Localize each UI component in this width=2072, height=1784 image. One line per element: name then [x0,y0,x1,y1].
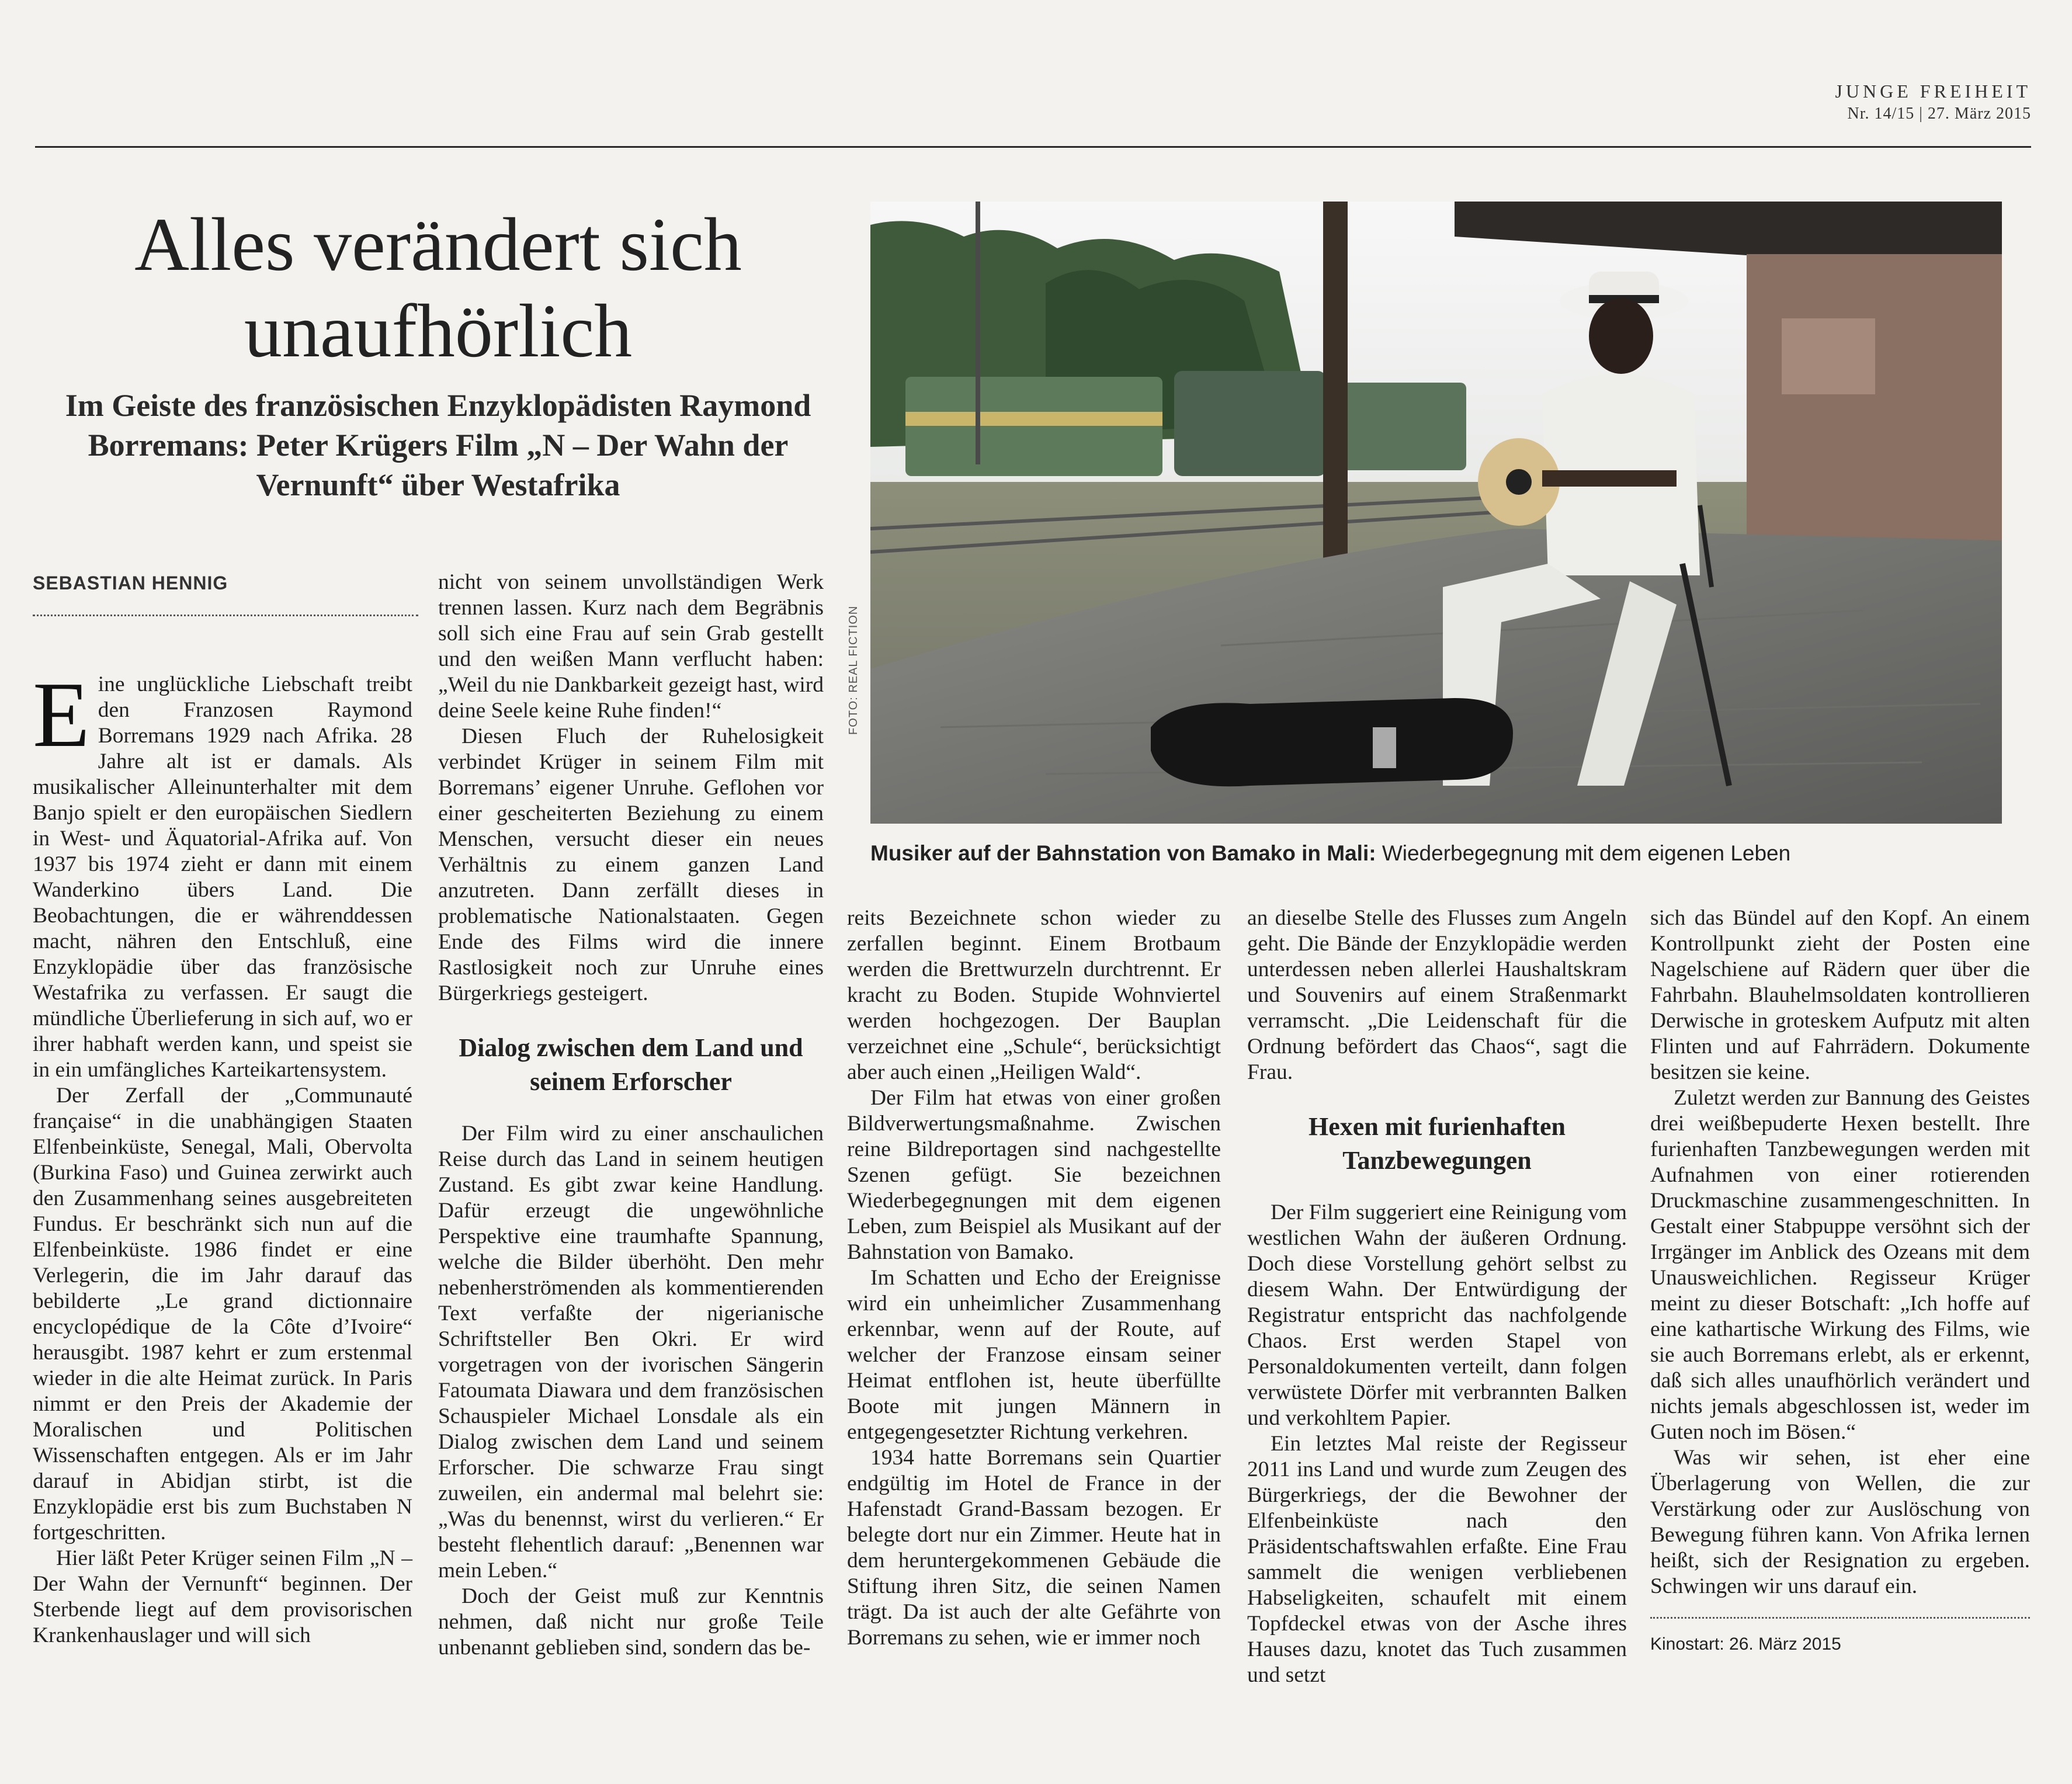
paragraph: Der Zerfall der „Communauté française“ in die unabhängigen Staaten Elfenbeinküste, Senegal, Mali, Obervolta (Burkina Faso) und Guinea zerwirkt auch den Zusammenhang seines ausgebreiteten Fundus. Er beschränkt sich nun auf die Elfenbeinküste. 1986 findet er eine Verlegerin, die im Jahr darauf das bebilderte „Le grand dictionnaire encyclopédique de la Côte d’Ivoire“ herausgibt. 1987 kehrt er zum erstenmal wieder in die alte Heimat zurück. In Paris nimmt er den Preis der Akademie der Moralischen und Politischen Wissenschaften entgegen. Als er im Jahr darauf in Abidjan stirbt, ist die Enzyklopädie erst bis zum Buchstaben N fortgeschritten. [33,1084,412,1544]
article-deck: Im Geiste des französischen Enzyklopädisten Raymond Borremans: Peter Krügers Film „N – Der Wahn der Vernunft“ über Westafrika [65,388,811,503]
paragraph: Hier läßt Peter Krüger seinen Film „N – Der Wahn der Vernunft“ beginnen. Der Sterbende liegt auf dem provisorischen Krankenhauslager und will sich [33,1546,412,1647]
article-photo [870,202,2002,824]
caption-text: Wiederbegegnung mit dem eigenen Leben [1376,841,1791,865]
paragraph: sich das Bündel auf den Kopf. An einem Kontrollpunkt zieht der Posten eine Nagelschiene auf Rädern quer über die Fahrbahn. Blauhelmsoldaten kontrollieren Derwische in groteskem Aufputz mit alten Flinten und auf Fahrrädern. Dokumente besitzen sie keine. [1650,906,2030,1084]
photo-caption [870,841,2002,866]
paragraph: Doch der Geist muß zur Kenntnis nehmen, daß nicht nur große Teile unbenannt geblieben sind, sondern das be- [438,1584,824,1660]
paragraph: Der Film wird zu einer anschaulichen Reise durch das Land in seinem heutigen Zustand. Es gibt zwar keine Handlung. Dafür erzeugt die ungewöhnliche Perspektive eine traumhafte Spannung, welche die Bilder überhöht. Den mehr nebenherströmenden als kommentierenden Text verfaßte der nigerianische Schriftsteller Ben Okri. Er wird vorgetragen von der ivorischen Sängerin Fatoumata Diawara und dem französischen Schauspieler Michael Lonsdale als ein Dialog zwischen dem Land und seinem Erforscher. Die schwarze Frau singt zuweilen, ein andermal mal belehrt sie: „Was du benennst, wirst du verlieren.“ Er besteht flehentlich darauf: „Benennen war mein Leben.“ [438,1122,824,1582]
issue-date: Nr. 14/15 | 27. März 2015 [1847,105,2031,123]
drop-cap: E [33,662,90,766]
paragraph: Diesen Fluch der Ruhelosigkeit verbindet Krüger in seinem Film mit Borremans’ eigener Unruhe. Geflohen vor einer gescheiterten Beziehung zu einem Menschen, versucht dieser ein neues Verhältnis zu einem ganzen Land anzutreten. Dann zerfällt dieses in problematische Nationalstaaten. Gegen Ende des Films wird die innere Rastlosigkeit noch zur Unruhe eines Bürgerkriegs gesteigert. [438,724,824,1005]
release-date-note: Kinostart: 26. März 2015 [1650,1617,2030,1657]
subheading: Hexen mit furienhaften Tanzbewegungen [1309,1112,1566,1175]
paragraph: reits Bezeichnete schon wieder zu zerfallen beginnt. Einem Brotbaum werden die Brettwurzeln durchtrennt. Er kracht zu Boden. Stupide Wohnviertel werden hochgezogen. Der Bauplan verzeichnet eine „Schule“, berücksichtigt aber auch einen „Heiligen Wald“. [847,906,1221,1084]
header-rule [35,146,2031,148]
paragraph: Was wir sehen, ist eher eine Überlagerung von Wellen, die zur Verstärkung oder zur Auslöschung von Bewegung führen kann. Von Afrika lernen heißt, sich der Resignation zu ergeben. Schwingen wir uns darauf ein. [1650,1446,2030,1598]
photo-illustration [870,202,2002,824]
paragraph: nicht von seinem unvollständigen Werk trennen lassen. Kurz nach dem Begräbnis soll sich eine Frau auf sein Grab gestellt und den weißen Mann verflucht haben: „Weil du nie Dankbarkeit gezeigt hast, wird deine Seele keine Ruhe finden!“ [438,570,824,723]
paragraph: Ein letztes Mal reiste der Regisseur 2011 ins Land und wurde zum Zeugen des Bürgerkriegs, der die Bewohner der Elfenbeinküste nach den Präsidentschaftswahlen erfaßte. Eine Frau sammelt die wenigen verbliebenen Habseligkeiten, schaufelt mit einem Topfdeckel etwas von der Asche ihres Hauses dazu, knotet das Tuch zusammen und setzt [1247,1432,1627,1687]
paragraph: Zuletzt werden zur Bannung des Geistes drei weißbepuderte Hexen bestellt. Ihre furienhaften Tanzbewegungen werden mit Aufnahmen von einer rotierenden Druckmaschine zusammengeschnitten. In Gestalt einer Stabpuppe versöhnt sich der Irrgänger im Anblick des Ozeans mit dem Unausweichlichen. Regisseur Krüger meint zu dieser Botschaft: „Ich hoffe auf eine kathartische Wirkung des Films, wie sie auch Borremans erlebt, als er erkennt, daß sich alles unaufhörlich verändert und nichts jemals abgeschlossen ist, weder im Guten noch im Bösen.“ [1650,1086,2030,1444]
column-1 [33,662,412,1648]
byline-rule [33,615,418,616]
subheading: Dialog zwischen dem Land und seinem Erforscher [459,1033,803,1096]
paragraph: Der Film hat etwas von einer großen Bildverwertungsmaßnahme. Zwischen reine Bildreportagen sind nachgestellte Szenen gefügt. Sie bezeichnen Wiederbegegnungen mit dem eigenen Leben, zum Beispiel als Musikant auf der Bahnstation von Bamako. [847,1086,1221,1264]
paragraph-text: ine unglückliche Liebschaft treibt den Franzosen Raymond Borremans 1929 nach Afrika. 28 Jahre alt ist er damals. Als musikalischer Alleinunterhalter mit dem Banjo spielt er den europäischen Siedlern in West- und Äquatorial-Afrika auf. Von 1937 bis 1974 zieht er dann mit einem Wanderkino übers Land. Die Beobachtungen, die er währenddessen macht, nähren den Entschluß, eine Enzyklopädie über das französische Westafrika zu verfassen. Er saugt die mündliche Überlieferung in sich auf, wo er ihrer habhaft werden kann, und speist sie in ein umfängliches Karteikartensystem. [33,672,412,1082]
caption-lead: Musiker auf der Bahnstation von Bamako in Mali: [870,841,1376,865]
paragraph: 1934 hatte Borremans sein Quartier endgültig im Hotel de France in der Hafenstadt Grand-Bassam bezogen. Er belegte dort nur ein Zimmer. Heute hat in dem heruntergekommenen Gebäude die Stiftung ihren Sitz, die seinen Namen trägt. Da ist auch der alte Gefährte von Borremans zu sehen, wie er immer noch [847,1446,1221,1650]
masthead [1835,81,2031,123]
article-headline: Alles verändert sich unaufhörlich [134,203,742,374]
paragraph: Im Schatten und Echo der Ereignisse wird ein unheimlicher Zusammenhang erkennbar, wenn auf der Route, auf welcher der Franzose einsam seiner Heimat entflohen ist, heute überfüllte Boote mit jungen Männern in entgegengesetzter Richtung verkehren. [847,1266,1221,1444]
paragraph: an dieselbe Stelle des Flusses zum Angeln geht. Die Bände der Enzyklopädie werden unterdessen neben allerlei Haushaltskram und Souvenirs auf einem Straßenmarkt verramscht. „Die Leidenschaft für die Ordnung befördert das Chaos“, sagt die Frau. [1247,906,1627,1084]
paragraph [33,662,412,1083]
column-5 [1650,905,2030,1657]
column-3 [847,905,1221,1651]
newspaper-name: JUNGE FREIHEIT [1835,81,2031,102]
paragraph: Der Film suggeriert eine Reinigung vom westlichen Wahn der äußeren Ordnung. Doch diese Vorstellung gehört selbst zu diesem Wahn. Der Entwürdigung der Registratur entspricht das nachfolgende Chaos. Erst werden Stapel von Personaldokumenten verteilt, dann folgen verwüstete Dörfer mit verbrannten Balken und verkohltem Papier. [1247,1200,1627,1430]
byline: SEBASTIAN HENNIG [33,572,228,593]
column-2 [438,570,824,1661]
photo-credit: FOTO: REAL FICTION [847,605,860,735]
column-4 [1247,905,1627,1688]
